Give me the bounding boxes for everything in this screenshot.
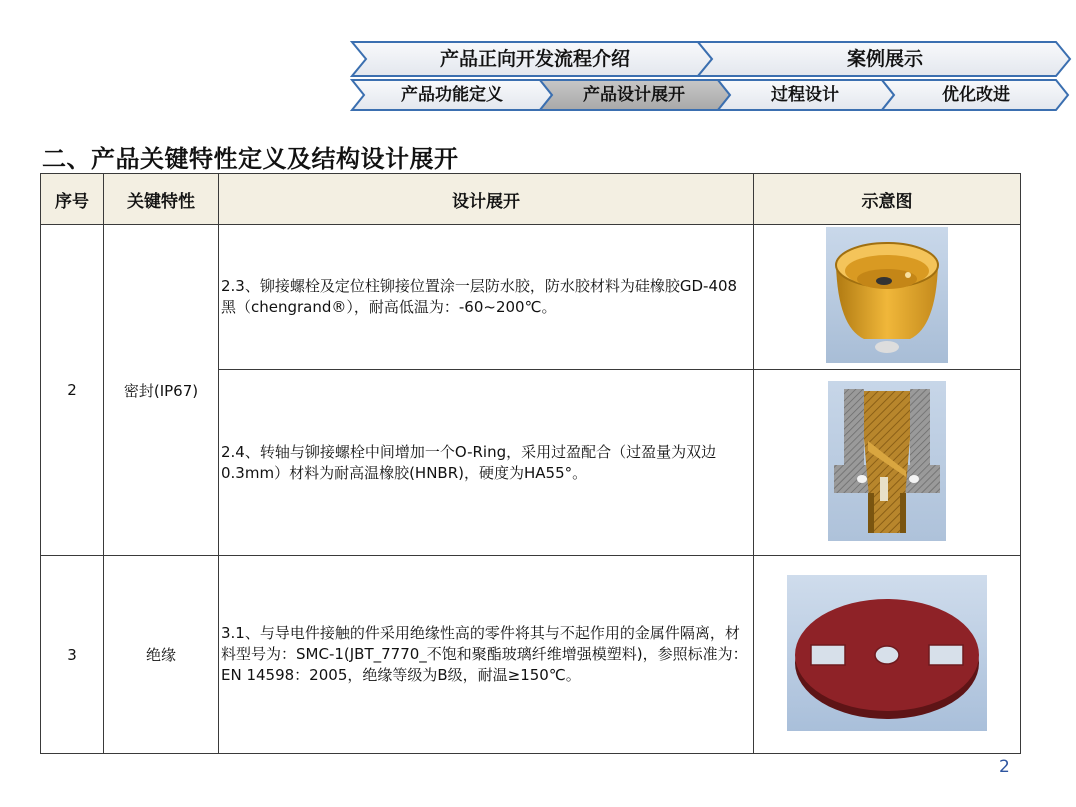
header-design: 设计展开 [219,174,754,225]
table-row [41,556,1021,754]
nav-label-process-design: 过程设计 [771,85,839,105]
gold-cup-image [826,227,948,363]
header-illustration: 示意图 [754,174,1021,225]
row-illustration-cell [754,370,1021,556]
red-disc-image [787,575,987,731]
nav-label-process-intro: 产品正向开发流程介绍 [439,48,630,70]
characteristics-table [40,173,1021,754]
nav-label-function-definition: 产品功能定义 [401,85,503,105]
nav-label-optimization: 优化改进 [942,85,1010,105]
nav-label-design-expansion: 产品设计展开 [583,85,685,105]
row-number: 3 [41,556,104,754]
row-illustration-cell [754,556,1021,754]
row-feature: 密封(IP67) [104,225,219,556]
nav-label-case-showcase: 案例展示 [846,48,923,70]
page-number: 2 [999,757,1010,777]
table-row [41,225,1021,370]
cross-section-image [828,381,946,541]
row-feature: 绝缘 [104,556,219,754]
row-design-text: 2.3、铆接螺栓及定位柱铆接位置涂一层防水胶，防水胶材料为硅橡胶GD-408黑（chengrand®），耐高低温为：-60~200℃。 [219,225,754,370]
header-index: 序号 [41,174,104,225]
row-illustration-cell [754,225,1021,370]
process-nav [0,0,1076,120]
row-design-text: 2.4、转轴与铆接螺栓中间增加一个O-Ring，采用过盈配合（过盈量为双边0.3mm）材料为耐高温橡胶(HNBR)，硬度为HA55°。 [219,370,754,556]
header-key-feature: 关键特性 [104,174,219,225]
section-heading: 二、产品关键特性定义及结构设计展开 [42,145,459,173]
row-number: 2 [41,225,104,556]
row-design-text: 3.1、与导电件接触的件采用绝缘性高的零件将其与不起作用的金属件隔离，材料型号为：SMC-1(JBT_7770_不饱和聚酯玻璃纤维增强模塑料)，参照标准为：EN 14598：2005，绝缘等级为B级，耐温≥150℃。 [219,556,754,754]
table-header-row [41,174,1021,225]
